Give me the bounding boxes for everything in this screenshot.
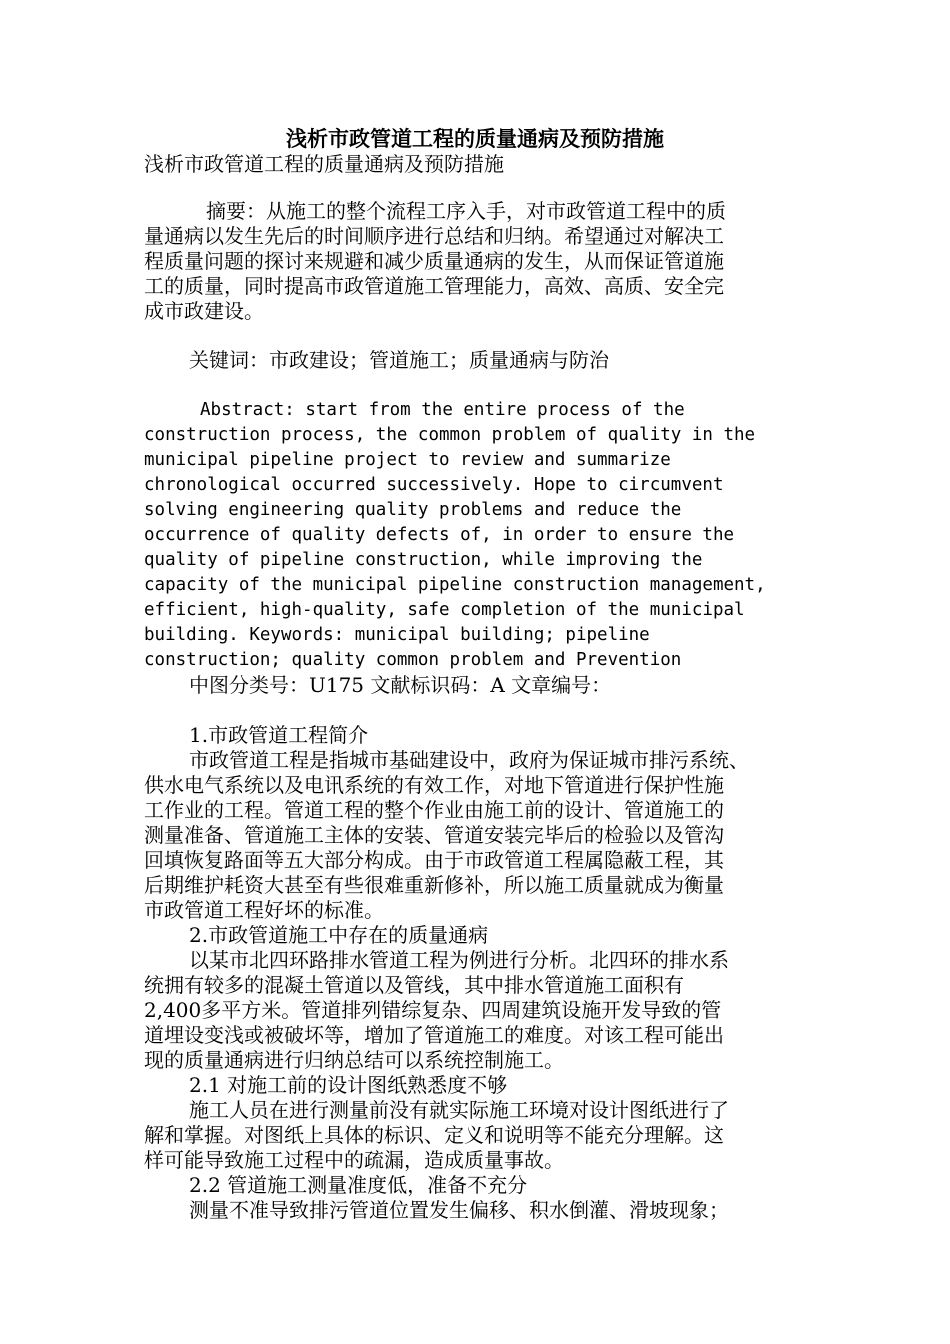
english-abstract-line: building. Keywords: municipal building; pipeline bbox=[144, 625, 650, 645]
body-line: 2,400多平方米。管道排列错综复杂、四周建筑设施开发导致的管 bbox=[144, 998, 722, 1022]
english-abstract-line: municipal pipeline project to review and summarize bbox=[144, 450, 671, 470]
body-text bbox=[144, 723, 799, 1223]
classification-line: 中图分类号：U175 文献标识码：A 文章编号： bbox=[189, 673, 612, 697]
abstract-line: 成市政建设。 bbox=[144, 299, 264, 323]
document-subtitle: 浅析市政管道工程的质量通病及预防措施 bbox=[144, 152, 504, 176]
body-line: 测量不准导致排污管道位置发生偏移、积水倒灌、滑坡现象； bbox=[189, 1198, 729, 1222]
english-abstract-line: occurrence of quality defects of, in order to ensure the bbox=[144, 525, 735, 545]
english-abstract bbox=[144, 398, 799, 673]
body-line: 工作业的工程。管道工程的整个作业由施工前的设计、管道施工的 bbox=[144, 798, 724, 822]
english-abstract-line: construction; quality common problem and Prevention bbox=[144, 650, 682, 670]
body-line: 市政管道工程是指城市基础建设中，政府为保证城市排污系统、 bbox=[189, 748, 749, 772]
abstract-paragraph bbox=[144, 199, 799, 324]
subsection-heading: 2.2 管道施工测量准度低，准备不充分 bbox=[189, 1173, 528, 1197]
body-line: 测量准备、管道施工主体的安装、管道安装完毕后的检验以及管沟 bbox=[144, 823, 724, 847]
english-abstract-line: chronological occurred successively. Hope to circumvent bbox=[144, 475, 724, 495]
english-abstract-line: capacity of the municipal pipeline construction management, bbox=[144, 575, 766, 595]
body-line: 样可能导致施工过程中的疏漏，造成质量事故。 bbox=[144, 1148, 564, 1172]
subsection-heading: 2.1 对施工前的设计图纸熟悉度不够 bbox=[189, 1073, 508, 1097]
english-abstract-line: construction process, the common problem of quality in the bbox=[144, 425, 756, 445]
keywords-line: 关键词：市政建设；管道施工；质量通病与防治 bbox=[189, 348, 609, 372]
english-abstract-line: efficient, high-quality, safe completion of the municipal bbox=[144, 600, 745, 620]
abstract-line: 工的质量，同时提高市政管道施工管理能力，高效、高质、安全完 bbox=[144, 274, 724, 298]
abstract-line: 程质量问题的探讨来规避和减少质量通病的发生，从而保证管道施 bbox=[144, 249, 724, 273]
body-line: 施工人员在进行测量前没有就实际施工环境对设计图纸进行了 bbox=[189, 1098, 729, 1122]
english-abstract-line: Abstract: start from the entire process of the bbox=[200, 400, 685, 420]
abstract-line: 摘要：从施工的整个流程工序入手，对市政管道工程中的质 bbox=[206, 199, 726, 223]
body-line: 供水电气系统以及电讯系统的有效工作，对地下管道进行保护性施 bbox=[144, 773, 724, 797]
document-title: 浅析市政管道工程的质量通病及预防措施 bbox=[286, 126, 664, 151]
classification-paragraph bbox=[144, 673, 799, 698]
body-line: 解和掌握。对图纸上具体的标识、定义和说明等不能充分理解。这 bbox=[144, 1123, 724, 1147]
section-heading: 2.市政管道施工中存在的质量通病 bbox=[189, 923, 489, 947]
english-abstract-line: quality of pipeline construction, while improving the bbox=[144, 550, 703, 570]
body-line: 道埋设变浅或被破坏等，增加了管道施工的难度。对该工程可能出 bbox=[144, 1023, 724, 1047]
body-line: 统拥有较多的混凝土管道以及管线，其中排水管道施工面积有 bbox=[144, 973, 684, 997]
body-line: 以某市北四环路排水管道工程为例进行分析。北四环的排水系 bbox=[189, 948, 729, 972]
body-line: 后期维护耗资大甚至有些很难重新修补，所以施工质量就成为衡量 bbox=[144, 873, 724, 897]
keywords-paragraph bbox=[144, 348, 799, 373]
body-line: 回填恢复路面等五大部分构成。由于市政管道工程属隐蔽工程，其 bbox=[144, 848, 724, 872]
body-line: 现的质量通病进行归纳总结可以系统控制施工。 bbox=[144, 1048, 564, 1072]
english-abstract-line: solving engineering quality problems and reduce the bbox=[144, 500, 682, 520]
section-heading: 1.市政管道工程简介 bbox=[189, 723, 369, 747]
abstract-line: 量通病以发生先后的时间顺序进行总结和归纳。希望通过对解决工 bbox=[144, 224, 724, 248]
body-line: 市政管道工程好坏的标准。 bbox=[144, 898, 384, 922]
